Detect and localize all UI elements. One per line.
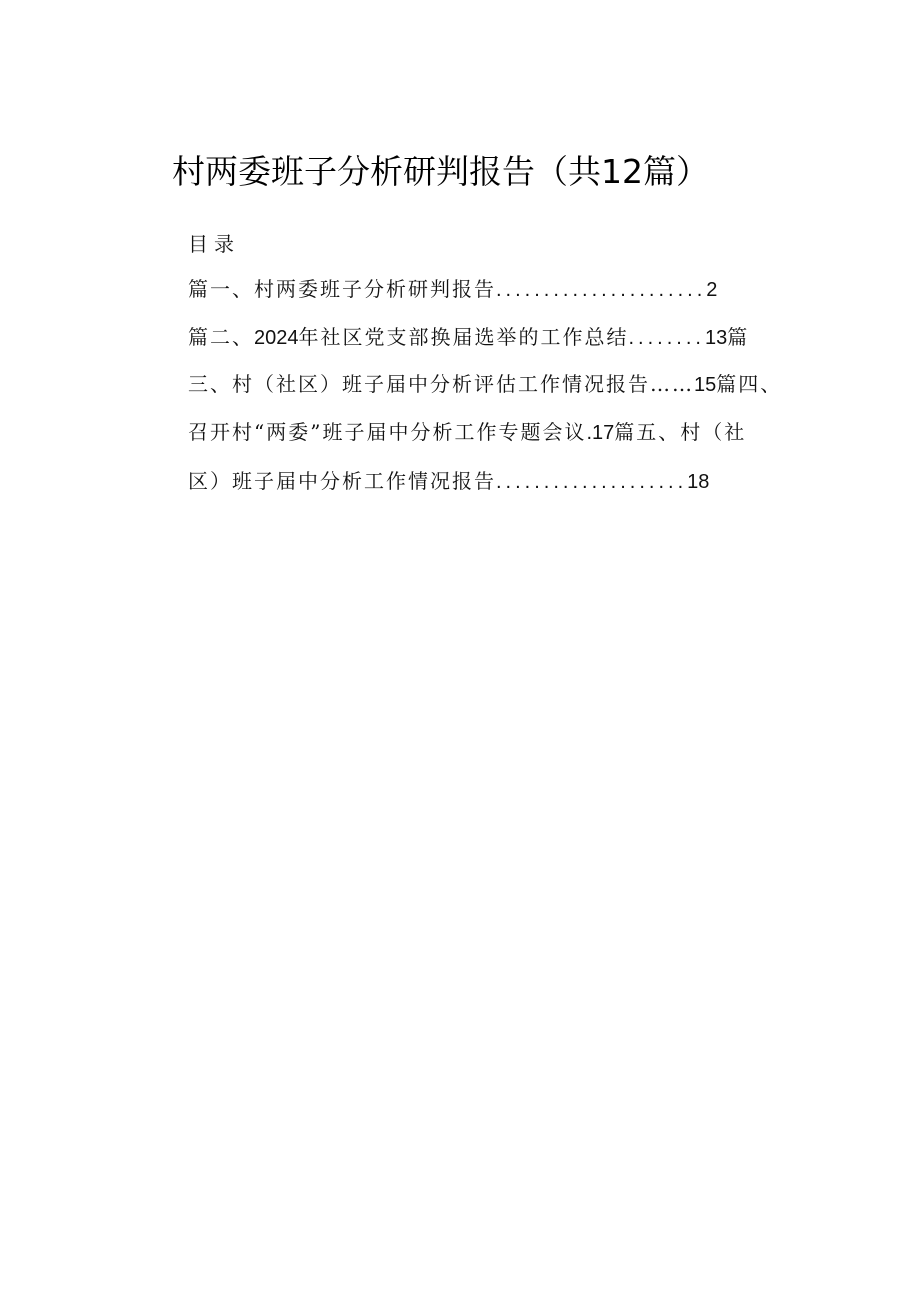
toc-page-number: 13	[704, 327, 728, 349]
toc-leader-dots: ....................	[496, 471, 688, 493]
toc-leader-dots: .	[586, 422, 593, 444]
toc-entry-text: 年社区党支部换届选举的工作总结	[298, 325, 629, 349]
toc-entry[interactable]	[188, 369, 782, 400]
toc-page-number: 17	[592, 422, 615, 444]
toc-entry-text: 区）班子届中分析工作情况报告	[188, 469, 496, 493]
toc-page-number: 18	[687, 471, 710, 493]
toc-entry[interactable]	[188, 274, 717, 305]
toc-entry-tail: 篇五、村（社	[614, 420, 747, 444]
toc-entry-prefix: 篇二、	[188, 325, 254, 349]
toc-entry-text: 篇一、村两委班子分析研判报告	[188, 277, 496, 301]
toc-entry-tail: 篇四、	[716, 372, 783, 396]
document-title: 村两委班子分析研判报告（共12篇）	[172, 152, 709, 191]
toc-leader-dots: ......................	[496, 279, 707, 301]
toc-entry[interactable]	[188, 417, 746, 448]
toc-entry[interactable]	[188, 466, 709, 497]
toc-entry-text: 三、村（社区）班子届中分析评估工作情况报告	[188, 372, 650, 396]
toc-entry-year: 2024	[254, 327, 299, 349]
toc-page-number: 15	[694, 374, 717, 396]
toc-entry[interactable]	[188, 322, 749, 353]
toc-page-number: 2	[706, 279, 718, 301]
toc-entry-tail: 篇	[727, 325, 750, 349]
toc-leader-dots: ……	[650, 372, 694, 396]
toc-heading: 目录	[188, 232, 240, 256]
toc-leader-dots: ........	[628, 327, 705, 349]
toc-entry-text: 召开村“两委”班子届中分析工作专题会议	[188, 420, 587, 444]
